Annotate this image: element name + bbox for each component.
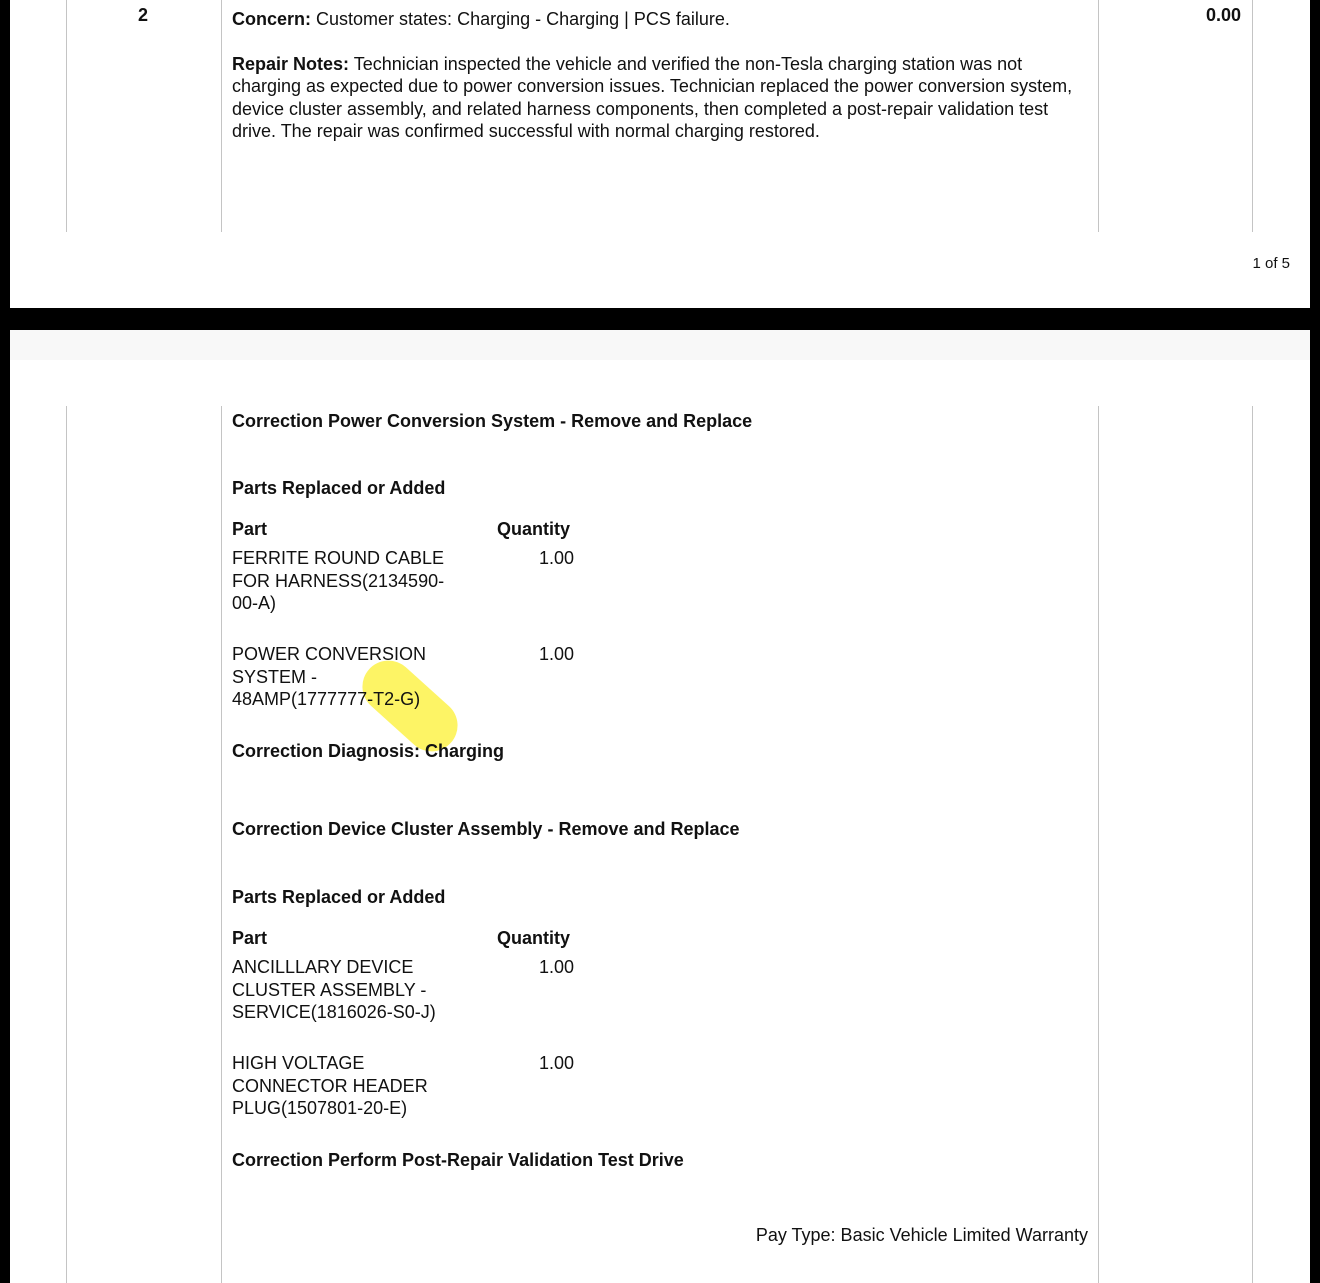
quantity-column-header: Quantity: [497, 928, 571, 948]
part-column-header: Part: [232, 519, 268, 539]
concern-paragraph: [232, 8, 1082, 30]
line-number: 2: [138, 5, 149, 25]
part-quantity: 1.00: [538, 644, 574, 664]
table-rule: [1098, 406, 1099, 1283]
table-rule: [1252, 0, 1253, 232]
line-amount: 0.00: [1206, 5, 1242, 25]
table-rule: [1252, 406, 1253, 1283]
part-quantity: 1.00: [538, 957, 574, 977]
part-quantity: 1.00: [538, 1053, 574, 1073]
table-rule: [66, 406, 67, 1283]
page-top-margin: [10, 330, 1310, 360]
part-quantity: 1.00: [538, 548, 574, 568]
repair-notes-label: Repair Notes:: [232, 54, 350, 74]
quantity-column-header: Quantity: [497, 519, 571, 539]
correction-title: Correction Power Conversion System - Remove and Replace: [232, 411, 753, 431]
pay-type: Pay Type: Basic Vehicle Limited Warranty: [755, 1225, 1088, 1245]
correction-title: Correction Perform Post-Repair Validation Test Drive: [232, 1150, 684, 1170]
document-page-2: [10, 330, 1310, 1283]
repair-notes-paragraph: [232, 53, 1082, 143]
part-name: ANCILLLARY DEVICE CLUSTER ASSEMBLY - SERVICE(1816026-S0-J): [232, 957, 436, 1022]
parts-heading: Parts Replaced or Added: [232, 478, 446, 498]
part-name: FERRITE ROUND CABLE FOR HARNESS(2134590-00-A): [232, 548, 445, 613]
table-rule: [1098, 0, 1099, 232]
table-rule: [221, 0, 222, 232]
part-name: POWER CONVERSION SYSTEM - 48AMP(1777777-T2-G): [232, 644, 427, 709]
concern-label: Concern:: [232, 9, 312, 29]
part-name: HIGH VOLTAGE CONNECTOR HEADER PLUG(1507801-20-E): [232, 1053, 428, 1118]
parts-heading: Parts Replaced or Added: [232, 887, 446, 907]
table-rule: [221, 406, 222, 1283]
correction-title: Correction Device Cluster Assembly - Remove and Replace: [232, 819, 740, 839]
correction-title: Correction Diagnosis: Charging: [232, 741, 505, 761]
part-column-header: Part: [232, 928, 268, 948]
page-indicator: 1 of 5: [1252, 255, 1290, 272]
concern-text: Customer states: Charging - Charging | PCS failure.: [311, 9, 730, 29]
repair-notes-text: Technician inspected the vehicle and verified the non-Tesla charging station was not charging as expected due to power conversion issues. Technician replaced the power conversion system, device cluster assembly, and related harness components, then completed a post-repair validation test drive. The repair was confirmed successful with normal charging restored.: [232, 54, 1073, 142]
document-page-1: [10, 0, 1310, 308]
table-rule: [66, 0, 67, 232]
